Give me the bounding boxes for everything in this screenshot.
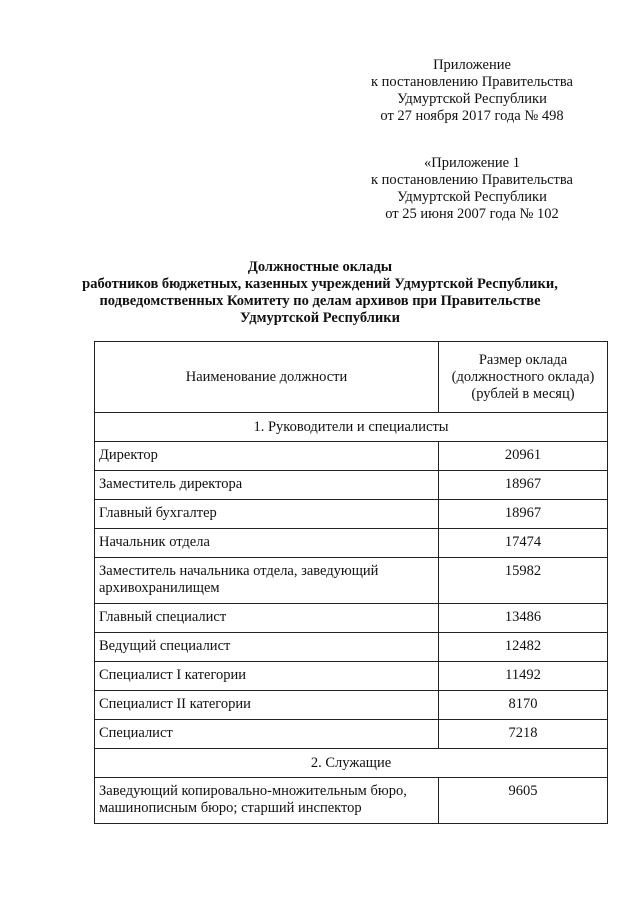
title-line: работников бюджетных, казенных учреждений Удмуртской Республики, — [82, 276, 558, 292]
position-name: Заместитель директора — [95, 471, 439, 500]
approval-line: Приложение — [433, 57, 511, 73]
position-name: Заместитель начальника отдела, заведующий архивохранилищем — [95, 558, 439, 604]
position-name: Специалист II категории — [95, 691, 439, 720]
salary-value: 9605 — [439, 778, 608, 824]
section-row-1 — [95, 413, 608, 442]
title-line: подведомственных Комитету по делам архивов при Правительстве — [99, 293, 541, 309]
document-title — [0, 259, 640, 327]
position-name: Специалист I категории — [95, 662, 439, 691]
approval-line: «Приложение 1 — [424, 155, 520, 171]
salary-value: 20961 — [439, 442, 608, 471]
position-name: Главный специалист — [95, 604, 439, 633]
table-row — [95, 500, 608, 529]
header-salary — [439, 342, 608, 413]
header-salary-line: Размер оклада — [478, 351, 568, 368]
table-row — [95, 633, 608, 662]
position-name: Директор — [95, 442, 439, 471]
table-row — [95, 442, 608, 471]
section-title-1: 1. Руководители и специалисты — [95, 413, 608, 442]
table-row — [95, 529, 608, 558]
position-name: Специалист — [95, 720, 439, 749]
approval-line: Удмуртской Республики — [397, 189, 547, 205]
section-row-2 — [95, 749, 608, 778]
table-row — [95, 558, 608, 604]
salary-value: 18967 — [439, 500, 608, 529]
approval-block-1 — [342, 57, 602, 125]
salary-value: 18967 — [439, 471, 608, 500]
title-line: Должностные оклады — [247, 259, 393, 275]
table-row — [95, 662, 608, 691]
salary-value: 12482 — [439, 633, 608, 662]
salary-value: 11492 — [439, 662, 608, 691]
position-name: Главный бухгалтер — [95, 500, 439, 529]
salary-value: 7218 — [439, 720, 608, 749]
approval-block-2 — [342, 155, 602, 223]
header-salary-line: (рублей в месяц) — [471, 385, 575, 402]
header-position: Наименование должности — [95, 342, 439, 413]
table-header-row — [95, 342, 608, 413]
salary-value: 8170 — [439, 691, 608, 720]
approval-line: от 25 июня 2007 года № 102 — [385, 206, 559, 222]
position-name: Начальник отдела — [95, 529, 439, 558]
section-title-2: 2. Служащие — [95, 749, 608, 778]
approval-line: от 27 ноября 2017 года № 498 — [380, 108, 564, 124]
table-row — [95, 720, 608, 749]
approval-line: к постановлению Правительства — [371, 172, 573, 188]
header-salary-line: (должностного оклада) — [451, 368, 595, 385]
position-name: Ведущий специалист — [95, 633, 439, 662]
salary-value: 15982 — [439, 558, 608, 604]
salary-value: 13486 — [439, 604, 608, 633]
table-row — [95, 604, 608, 633]
approval-line: Удмуртской Республики — [397, 91, 547, 107]
table-row — [95, 778, 608, 824]
position-name: Заведующий копировально-множительным бюро, машинописным бюро; старший инспектор — [95, 778, 439, 824]
table-row — [95, 691, 608, 720]
title-line: Удмуртской Республики — [240, 310, 400, 326]
salary-value: 17474 — [439, 529, 608, 558]
approval-line: к постановлению Правительства — [371, 74, 573, 90]
salary-table — [94, 341, 608, 824]
table-row — [95, 471, 608, 500]
